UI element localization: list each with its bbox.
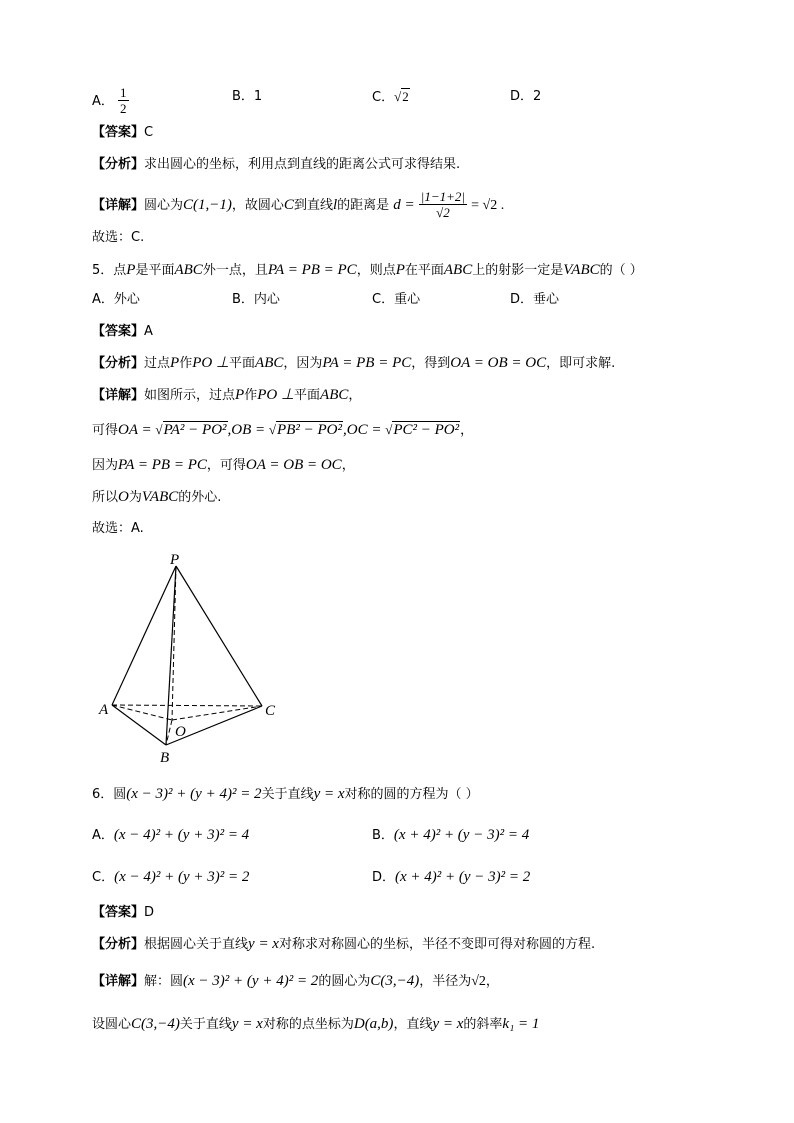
edge-pb: [166, 566, 176, 745]
q4-analysis: 【分析】求出圆心的坐标，利用点到直线的距离公式可求得结果.: [92, 157, 461, 172]
segment-oa-hidden: [112, 705, 172, 720]
q4-answer: 【答案】C: [92, 125, 154, 140]
q5-detail-line4: 所以O为VABC的外心.: [92, 489, 222, 505]
q4-option-d: D．2: [510, 89, 542, 104]
q4-option-c: C．√2: [372, 89, 409, 105]
q6-option-b: B．(x + 4)² + (y − 3)² = 4: [372, 827, 530, 843]
q5-answer: 【答案】A: [92, 324, 153, 339]
label-b: B: [160, 750, 170, 766]
edge-pa: [112, 566, 176, 705]
q4-detail: 【详解】圆心为C(1,−1)，故圆心C到直线l的距离是 d = $\frac{|1-1+2|}{√2}$ = √2 .: [92, 189, 505, 220]
q6-option-c: C．(x − 4)² + (y + 3)² = 2: [92, 869, 250, 885]
label-p: P: [170, 552, 180, 568]
q5-option-a: A．外心: [92, 292, 140, 307]
label-o: O: [175, 724, 186, 740]
q6-answer: 【答案】D: [92, 905, 155, 920]
edge-pc: [176, 566, 262, 706]
edge-ab: [112, 705, 166, 745]
q4-option-b: B．1: [232, 89, 263, 104]
q5-option-b: B．内心: [232, 292, 280, 307]
q5-detail-line3: 因为PA = PB = PC，可得OA = OB = OC，: [92, 457, 355, 473]
q5-analysis: 【分析】过点P作PO ⊥平面ABC，因为PA = PB = PC，得到OA = OB = OC，即可求解.: [92, 355, 616, 371]
label-c: C: [265, 703, 276, 719]
q6-detail: 【详解】解：圆(x − 3)² + (y + 4)² = 2的圆心为C(3,−4)，半径为√2，: [92, 973, 499, 989]
q6-option-d: D．(x + 4)² + (y − 3)² = 2: [372, 869, 531, 885]
q5-stem: 5．点P是平面ABC外一点，且PA = PB = PC，则点P在平面ABC上的射影一定是VABC的（ ）: [92, 262, 643, 278]
pyramid-figure: [95, 548, 295, 768]
q5-option-c: C．重心: [372, 292, 421, 307]
q4-option-a: A． $\frac{1}{2}$: [92, 85, 127, 116]
q6-detail-line2: 设圆心C(3,−4)关于直线y = x对称的点坐标为D(a,b)，直线y = x的斜率k₁ = 1: [92, 1016, 540, 1032]
distance-fraction: $\frac{|1-1+2|}{√2}$: [420, 189, 465, 220]
q5-detail-line2: 可得OA = √PA² − PO²,OB = √PB² − PO²,OC = √PC² − PO²，: [92, 422, 474, 438]
segment-po-hidden: [172, 566, 176, 720]
edge-ac-hidden: [112, 705, 262, 706]
q5-conclusion: 故选：A.: [92, 521, 144, 536]
q4-conclusion: 故选：C.: [92, 230, 145, 245]
q6-analysis: 【分析】根据圆心关于直线y = x对称求对称圆心的坐标，半径不变即可得对称圆的方程.: [92, 936, 596, 952]
q5-detail: 【详解】如图所示，过点P作PO ⊥平面ABC，: [92, 387, 362, 403]
q6-stem: 6．圆(x − 3)² + (y + 4)² = 2关于直线y = x对称的圆的方程为（ ）: [92, 786, 479, 802]
q6-option-a: A．(x − 4)² + (y + 3)² = 4: [92, 827, 250, 843]
fraction-one-half: $\frac{1}{2}$: [120, 85, 127, 116]
q5-option-d: D．垂心: [510, 292, 560, 307]
label-a: A: [99, 702, 109, 718]
segment-oc-hidden: [172, 706, 262, 720]
